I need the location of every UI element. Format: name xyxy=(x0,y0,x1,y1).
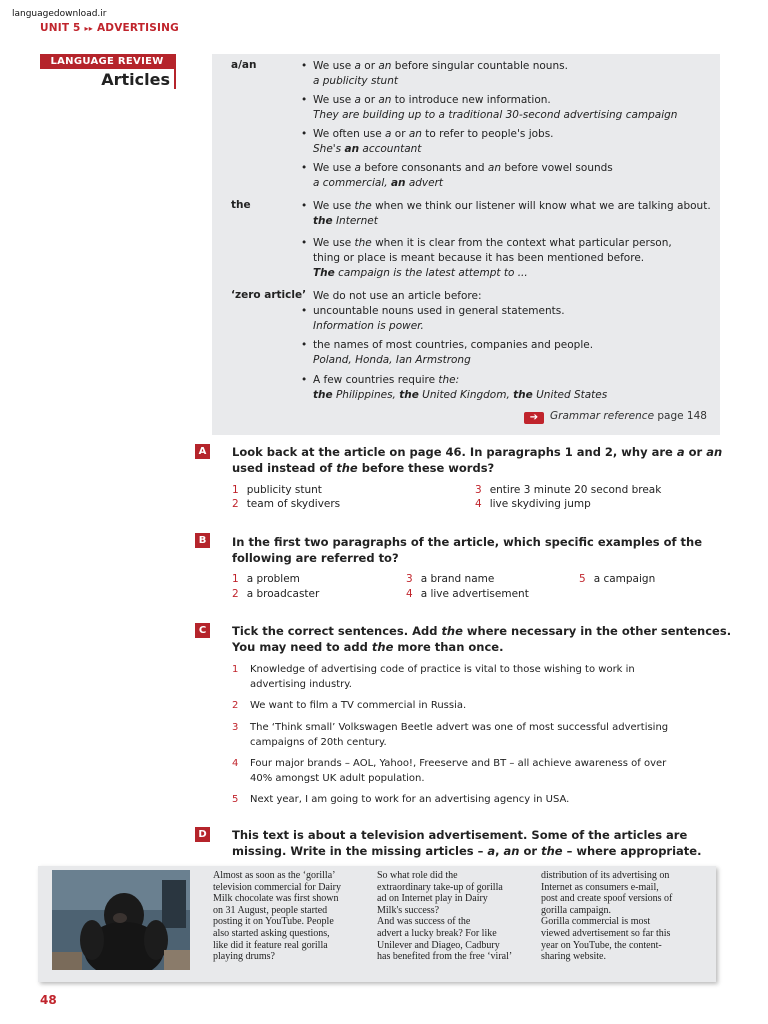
exercise-c-item: 3 The ‘Think small’ Volkswagen Beetle advert was one of most successful advertising campaigns of 20th century. xyxy=(232,722,669,748)
exercise-a-question: Look back at the article on page 46. In paragraphs 1 and 2, why are a or an used instead of the before these words? xyxy=(232,445,723,475)
exercise-c-item: 4 Four major brands – AOL, Yahoo!, Freeserve and BT – all achieve awareness of over 40% amongst UK adult population. xyxy=(232,758,667,784)
exercise-a-item: 1 publicity stunt xyxy=(232,484,322,496)
rule-zero-intro: We do not use an article before: xyxy=(313,290,482,302)
unit-label: UNIT 5 xyxy=(40,22,81,34)
example: a publicity stunt xyxy=(313,75,398,87)
rule-a-an-2: • We use a or an to introduce new information. They are building up to a traditional 30-second advertising campaign xyxy=(301,94,678,121)
section-title: Articles xyxy=(101,70,170,89)
exercise-b-item: 4 a live advertisement xyxy=(406,588,529,600)
unit-header xyxy=(40,22,179,34)
site-watermark: languagedownload.ir xyxy=(12,9,107,19)
passage-column-2: So what role did the extraordinary take-up of gorilla ad on Internet play in Dairy Milk's success? And was success of the advert a lucky break? For like Unilever and Diageo, Cadbury has benefited from the free ‘viral’ xyxy=(377,870,513,963)
exercise-c-question: Tick the correct sentences. Add the where necessary in the other sentences. You may need to add the more than once. xyxy=(232,624,732,654)
exercise-b-badge: B xyxy=(195,533,210,548)
exercise-b-question: In the first two paragraphs of the article, which specific examples of the following are referred to? xyxy=(232,535,702,565)
passage-column-3: distribution of its advertising on Internet as consumers e-mail, post and create spoof versions of gorilla campaign. Gorilla commercial is most viewed advertisement so far this year on YouTube, the content- sharing website. xyxy=(541,870,673,963)
passage-column-1: Almost as soon as the ‘gorilla’ television commercial for Dairy Milk chocolate was first shown on 31 August, people started posting it on YouTube. People also started asking questions, like did it feature real gorilla playing drums? xyxy=(213,870,342,963)
exercise-a-item: 4 live skydiving jump xyxy=(475,498,591,510)
exercise-c-item: 1 Knowledge of advertising code of practice is vital to those wishing to work in advertising industry. xyxy=(232,664,635,690)
rule-zero-2: • the names of most countries, companies and people. Poland, Honda, Ian Armstrong xyxy=(301,339,594,366)
exercise-d-badge: D xyxy=(195,827,210,842)
rule-the-1: • We use the when we think our listener will know what we are talking about. the Internet xyxy=(301,200,711,227)
exercise-c-item: 2 We want to film a TV commercial in Russia. xyxy=(232,700,467,711)
arrow-right-icon: ➔ xyxy=(524,412,544,424)
gorilla-drummer-photo xyxy=(52,870,190,970)
rule-zero-3: • A few countries require the: the Philippines, the United Kingdom, the United States xyxy=(301,374,608,401)
exercise-c-item: 5 Next year, I am going to work for an advertising agency in USA. xyxy=(232,794,570,805)
exercise-b-item: 1 a problem xyxy=(232,573,300,585)
exercise-d-question: This text is about a television advertisement. Some of the articles are missing. Write in the missing articles – a, an or the – where appropriate. xyxy=(232,828,702,858)
example: They are building up to a traditional 30-second advertising campaign xyxy=(313,109,678,121)
title-divider xyxy=(174,54,176,89)
language-review-tag: LANGUAGE REVIEW xyxy=(40,54,174,69)
page-number: 48 xyxy=(40,993,57,1007)
rule-the-2: • We use the when it is clear from the context what particular person, thing or place is meant because it has been mentioned before. The campaign is the latest attempt to ... xyxy=(301,237,672,279)
rule-label-zero-article: ‘zero article’ xyxy=(231,289,307,301)
exercise-b-item: 5 a campaign xyxy=(579,573,656,585)
unit-topic: ADVERTISING xyxy=(96,22,179,34)
exercise-c-badge: C xyxy=(195,623,210,638)
unit-arrows-icon: ▸▸ xyxy=(84,24,93,33)
rule-zero-1: • uncountable nouns used in general statements. Information is power. xyxy=(301,305,565,332)
exercise-b-item: 3 a brand name xyxy=(406,573,495,585)
grammar-reference-link[interactable]: ➔ Grammar reference page 148 xyxy=(524,410,707,424)
exercise-a-item: 3 entire 3 minute 20 second break xyxy=(475,484,662,496)
rule-a-an-3: • We often use a or an to refer to people's jobs. She's an accountant xyxy=(301,128,554,155)
rule-a-an-4: • We use a before consonants and an before vowel sounds a commercial, an advert xyxy=(301,162,613,189)
rule-label-the: the xyxy=(231,199,251,211)
exercise-a-badge: A xyxy=(195,444,210,459)
rule-label-a-an: a/an xyxy=(231,59,257,71)
exercise-b-item: 2 a broadcaster xyxy=(232,588,320,600)
rule-a-an-1: • We use a or an before singular countable nouns. a publicity stunt xyxy=(301,60,568,87)
exercise-a-item: 2 team of skydivers xyxy=(232,498,341,510)
